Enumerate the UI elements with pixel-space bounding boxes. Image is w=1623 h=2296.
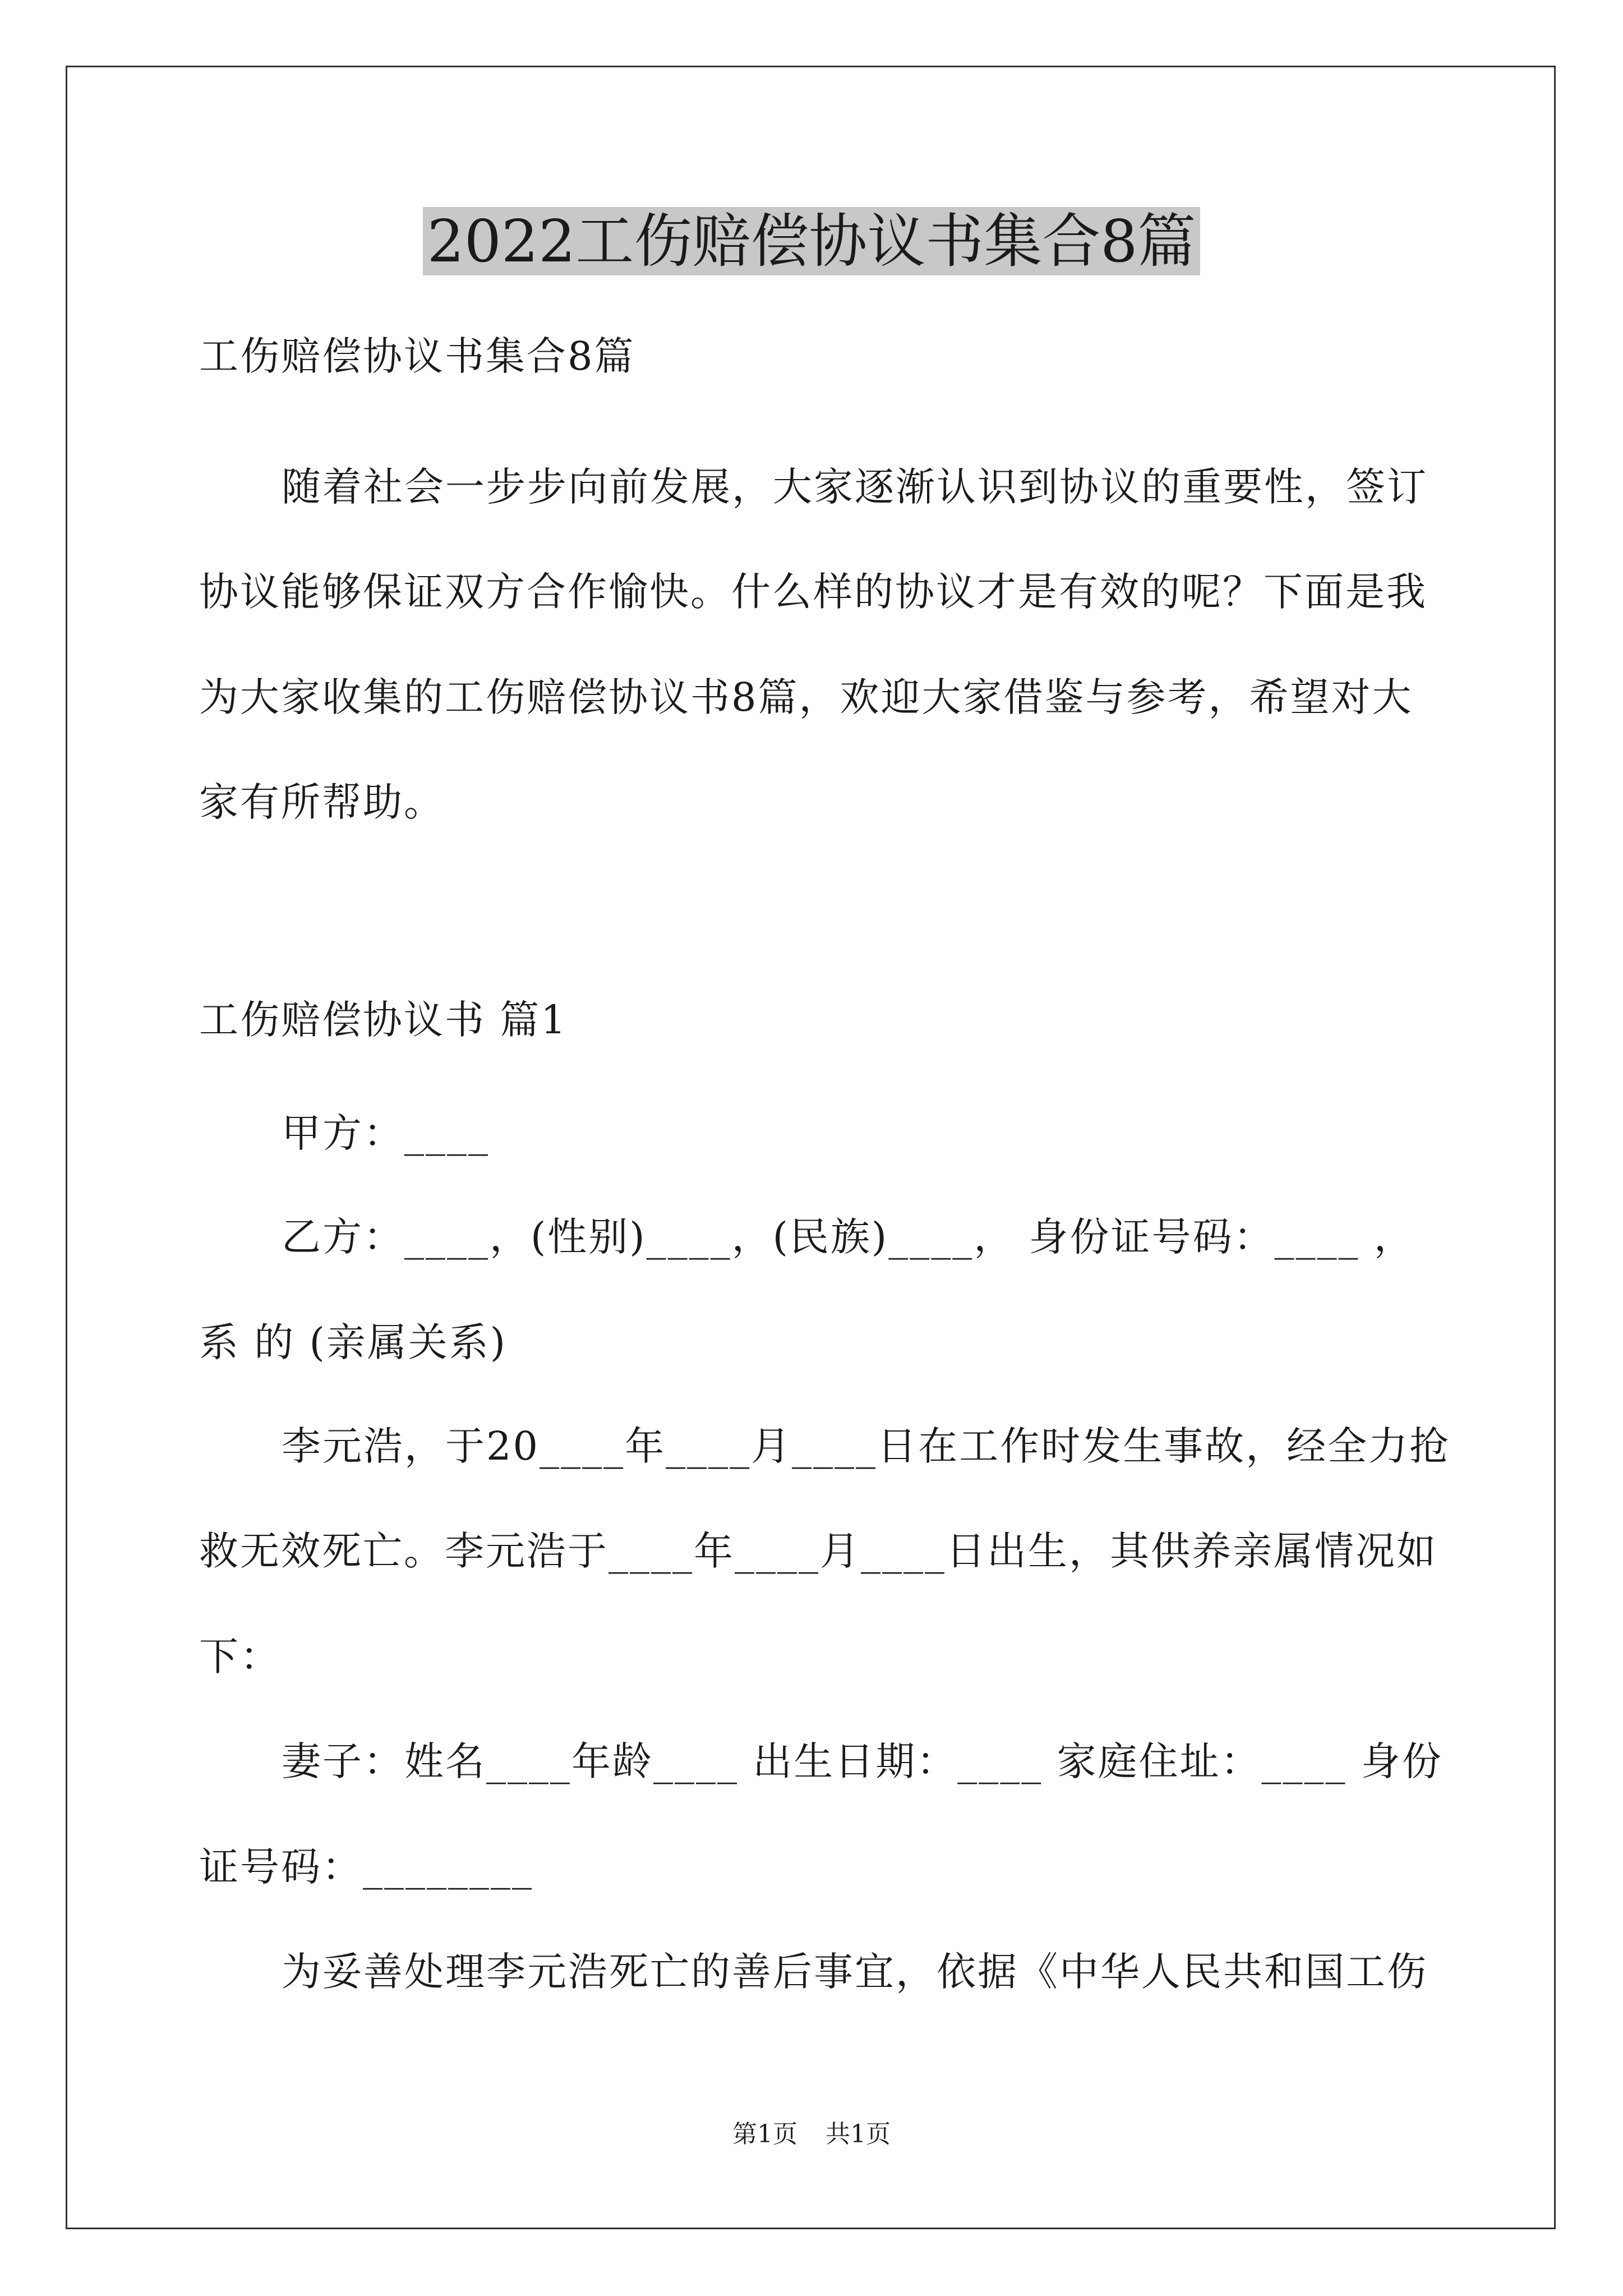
section-heading: 工伤赔偿协议书 篇1 <box>199 997 568 1043</box>
intro-line-2: 协议能够保证双方合作愉快。什么样的协议才是有效的呢？下面是我 <box>199 569 1427 615</box>
party-b-line-1: 乙方：____，(性别)____，(民族)____， 身份证号码：____ ， <box>282 1214 1415 1260</box>
intro-line-3: 为大家收集的工伤赔偿协议书8篇，欢迎大家借鉴与参考，希望对大 <box>199 674 1413 720</box>
incident-line-3: 下： <box>199 1634 281 1680</box>
spouse-line-2: 证号码：________ <box>199 1844 533 1890</box>
incident-line-1: 李元浩，于20____年____月____日在工作时发生事故，经全力抢 <box>282 1423 1451 1469</box>
intro-line-1: 随着社会一步步向前发展，大家逐渐认识到协议的重要性，签订 <box>282 464 1428 510</box>
incident-line-2: 救无效死亡。李元浩于____年____月____日出生，其供养亲属情况如 <box>199 1528 1437 1574</box>
spouse-line-1: 妻子：姓名____年龄____ 出生日期：____ 家庭住址：____ 身份 <box>282 1738 1443 1784</box>
document-title <box>0 199 1623 283</box>
page-number: 第1页 <box>732 2120 797 2148</box>
document-title-text: 2022工伤赔偿协议书集合8篇 <box>423 207 1201 275</box>
document-subtitle: 工伤赔偿协议书集合8篇 <box>199 333 635 379</box>
page-footer <box>0 2118 1623 2151</box>
page-total: 共1页 <box>826 2120 891 2148</box>
closing-line: 为妥善处理李元浩死亡的善后事宜，依据《中华人民共和国工伤 <box>282 1949 1428 1995</box>
party-b-line-2: 系 的 (亲属关系) <box>199 1319 508 1365</box>
party-a-line: 甲方：____ <box>282 1110 490 1156</box>
intro-line-4: 家有所帮助。 <box>199 779 445 825</box>
